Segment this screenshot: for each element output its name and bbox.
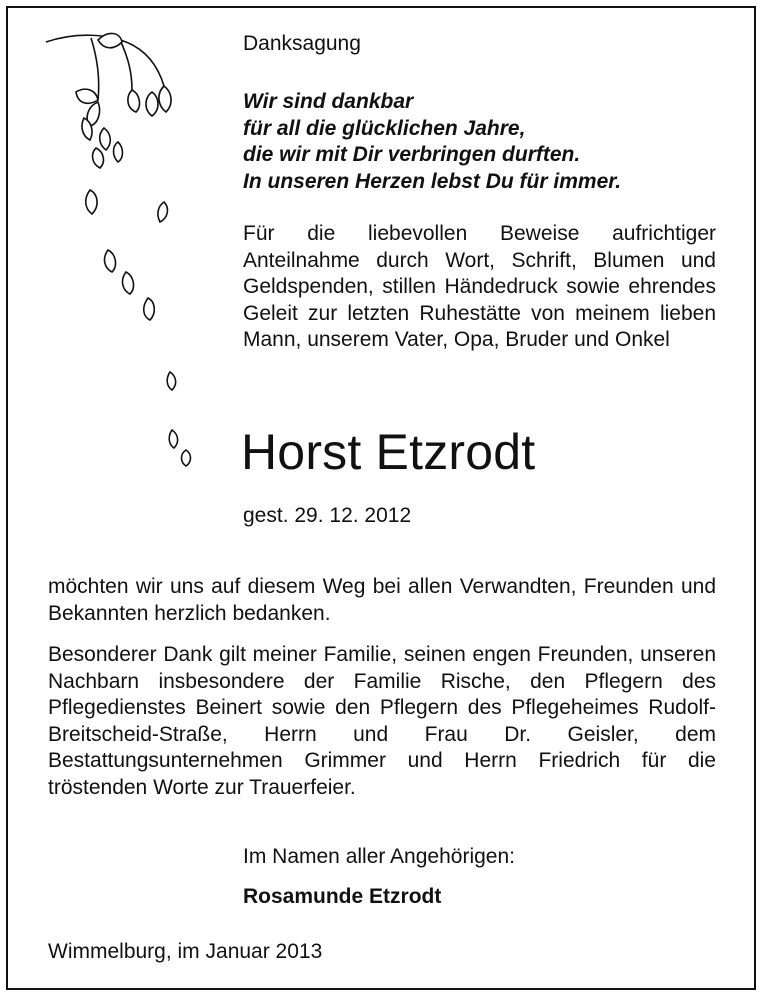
poem-line: Wir sind dankbar — [243, 90, 414, 113]
memorial-poem — [243, 89, 621, 195]
signer-name: Rosamunde Etzrodt — [243, 885, 442, 908]
falling-leaves-icon — [36, 20, 216, 480]
on-behalf-line: Im Namen aller Angehörigen: — [243, 845, 515, 868]
place-date: Wimmelburg, im Januar 2013 — [48, 940, 323, 963]
poem-line: In unseren Herzen lebst Du für immer. — [243, 169, 622, 193]
notice-heading: Danksagung — [243, 32, 361, 55]
deceased-name: Horst Etzrodt — [241, 424, 536, 480]
death-date: gest. 29. 12. 2012 — [243, 504, 412, 527]
intro-paragraph: Für die liebevollen Beweise aufrichtiger Anteilnahme durch Wort, Schrift, Blumen und Geldspenden, stillen Händedruck sowie ehrendes Geleit zur letzten Ruhestätte von meinem lieben Mann, unserem Vater, Opa, Bruder und Onkel — [243, 222, 716, 351]
poem-line: die wir mit Dir verbringen durften. — [243, 143, 581, 166]
poem-line: für all die glücklichen Jahre, — [243, 116, 526, 140]
special-thanks-paragraph: Besonderer Dank gilt meiner Familie, seinen engen Freunden, unseren Nachbarn insbesondere der Familie Rische, den Pflegern des Pflegedienstes Beinert sowie den Pflegern des Pflegeheimes Rudolf-Breitscheid-Straße, Herrn und Frau Dr. Geisler, dem Bestattungsunternehmen Grimmer und Herrn Friedrich für die tröstenden Worte zur Trauerfeier. — [48, 643, 716, 799]
thanks-paragraph: möchten wir uns auf diesem Weg bei allen Verwandten, Freunden und Bekannten herzlich bedanken. — [48, 575, 716, 625]
